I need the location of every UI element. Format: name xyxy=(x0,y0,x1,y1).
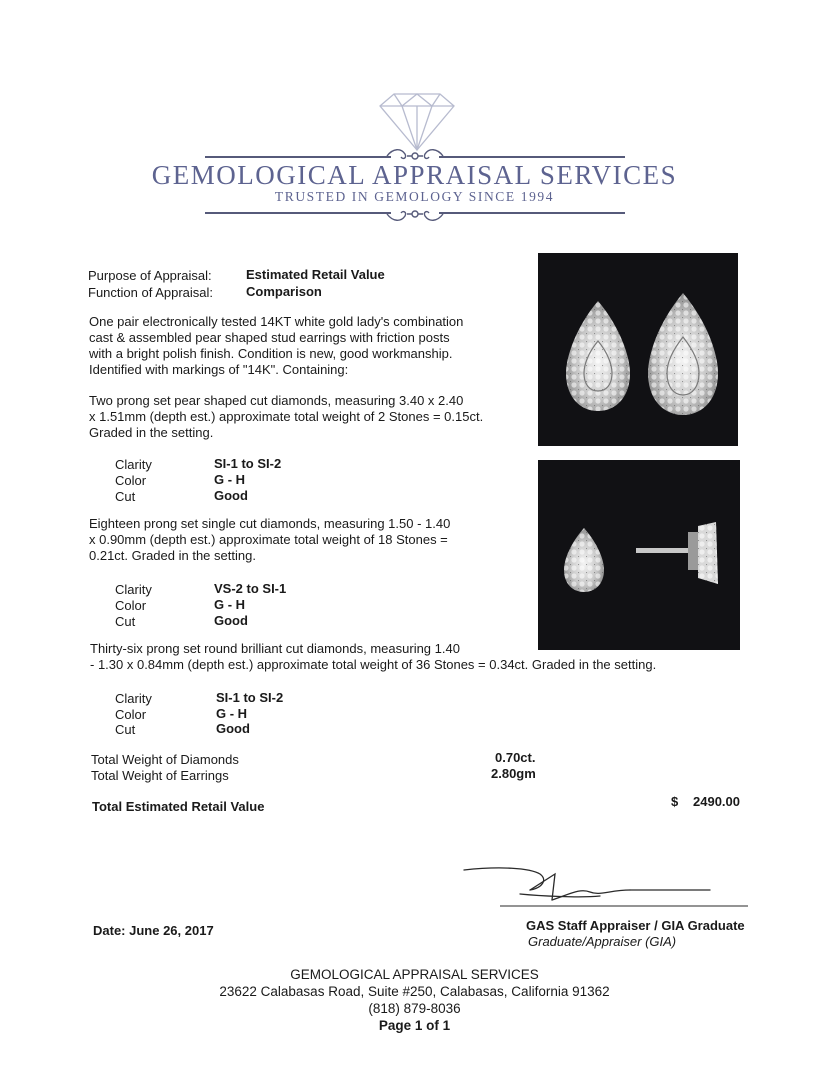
stone-text-line: Thirty-six prong set round brilliant cut diamonds, measuring 1.40 xyxy=(90,641,460,656)
total-earring-weight-label: Total Weight of Earrings xyxy=(91,768,229,783)
signature-icon xyxy=(460,860,750,912)
company-tagline: TRUSTED IN GEMOLOGY SINCE 1994 xyxy=(274,189,555,204)
color-label: Color xyxy=(115,473,147,488)
signer-title: GAS Staff Appraiser / GIA Graduate xyxy=(526,918,745,933)
cut-value: Good xyxy=(214,613,248,628)
description-line: Identified with markings of "14K". Containing: xyxy=(89,362,349,377)
cut-value: Good xyxy=(216,721,250,736)
item-description xyxy=(89,314,463,378)
footer-address: 23622 Calabasas Road, Suite #250, Calabasas, California 91362 xyxy=(219,984,610,999)
total-retail-value: 2490.00 xyxy=(693,794,740,809)
color-value: G - H xyxy=(216,706,248,721)
color-label: Color xyxy=(115,598,147,613)
stone-text-line: Eighteen prong set single cut diamonds, measuring 1.50 - 1.40 xyxy=(89,516,451,531)
function-value: Comparison xyxy=(246,284,322,299)
clarity-value: SI-1 to SI-2 xyxy=(214,456,282,471)
stone-text-line: - 1.30 x 0.84mm (depth est.) approximate total weight of 36 Stones = 0.34ct. Graded in the setting. xyxy=(90,657,657,672)
purpose-label: Purpose of Appraisal: xyxy=(88,268,212,283)
page-number: Page 1 of 1 xyxy=(378,1018,451,1033)
function-label: Function of Appraisal: xyxy=(88,285,214,300)
clarity-value: VS-2 to SI-1 xyxy=(214,581,287,596)
description-line: cast & assembled pear shaped stud earrings with friction posts xyxy=(89,330,450,345)
clarity-label: Clarity xyxy=(115,457,152,472)
stone-group-1-description xyxy=(89,393,483,441)
cut-label: Cut xyxy=(115,614,136,629)
stone-text-line: x 1.51mm (depth est.) approximate total weight of 2 Stones = 0.15ct. xyxy=(89,409,484,424)
clarity-value: SI-1 to SI-2 xyxy=(216,690,284,705)
stone-text-line: 0.21ct. Graded in the setting. xyxy=(89,548,256,563)
description-line: One pair electronically tested 14KT white gold lady's combination xyxy=(89,314,464,329)
stone-text-line: x 0.90mm (depth est.) approximate total weight of 18 Stones = xyxy=(89,532,448,547)
clarity-label: Clarity xyxy=(115,582,152,597)
stone-group-2-description xyxy=(89,516,450,564)
total-diamond-weight-label: Total Weight of Diamonds xyxy=(91,752,239,767)
footer-company: GEMOLOGICAL APPRAISAL SERVICES xyxy=(290,967,539,982)
ornament-icon xyxy=(383,203,447,225)
color-value: G - H xyxy=(214,597,246,612)
company-name: GEMOLOGICAL APPRAISAL SERVICES xyxy=(151,160,678,190)
clarity-label: Clarity xyxy=(115,691,152,706)
earrings-front-photo xyxy=(538,253,738,446)
purpose-value: Estimated Retail Value xyxy=(246,267,385,282)
color-label: Color xyxy=(115,707,147,722)
color-value: G - H xyxy=(214,472,246,487)
appraisal-date: Date: June 26, 2017 xyxy=(93,923,214,938)
stone-text-line: Two prong set pear shaped cut diamonds, measuring 3.40 x 2.40 xyxy=(89,393,464,408)
footer xyxy=(0,966,829,1034)
cut-label: Cut xyxy=(115,722,136,737)
total-retail-value-label: Total Estimated Retail Value xyxy=(92,799,265,814)
cut-value: Good xyxy=(214,488,248,503)
stone-text-line: Graded in the setting. xyxy=(89,425,214,440)
description-line: with a bright polish finish. Condition is new, good workmanship. xyxy=(89,346,453,361)
total-diamond-weight-value: 0.70ct. xyxy=(495,750,536,765)
footer-phone: (818) 879-8036 xyxy=(368,1001,461,1016)
total-earring-weight-value: 2.80gm xyxy=(491,766,536,781)
cut-label: Cut xyxy=(115,489,136,504)
earrings-side-photo xyxy=(538,460,740,650)
signer-subtitle: Graduate/Appraiser (GIA) xyxy=(528,934,677,949)
currency-symbol: $ xyxy=(671,794,679,809)
